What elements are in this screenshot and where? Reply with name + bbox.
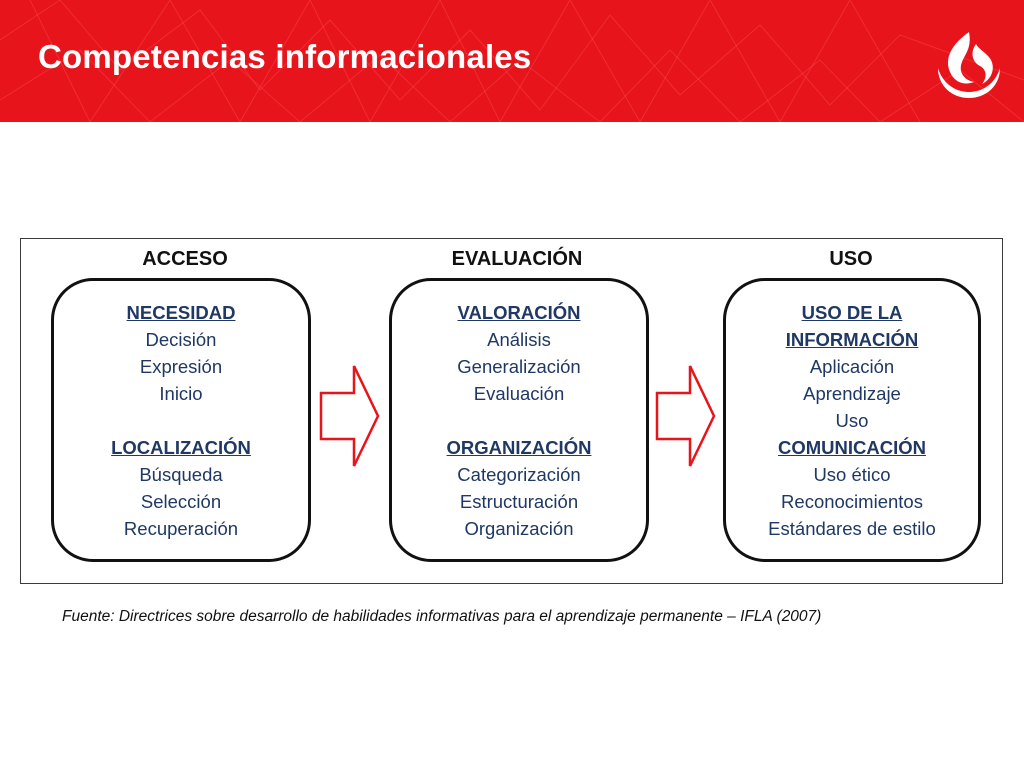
right-arrow-icon (318, 363, 382, 469)
list-item: Selección (140, 491, 222, 512)
header-banner (0, 0, 1024, 122)
list-item: Organización (464, 518, 574, 539)
list-item: Reconocimientos (781, 491, 923, 512)
list-item: Aprendizaje (803, 383, 901, 404)
list-item: Aplicación (809, 356, 895, 377)
acceso-box (51, 278, 311, 562)
uso-box (723, 278, 981, 562)
right-arrow-icon (654, 363, 718, 469)
list-item: Decisión (145, 329, 217, 350)
list-item: Búsqueda (139, 464, 223, 485)
column-heading-evaluacion: EVALUACIÓN (451, 248, 583, 270)
group-title-necesidad: NECESIDAD (126, 302, 236, 323)
list-item: Generalización (457, 356, 581, 377)
group-title-uso-de-la-informacion: USO DE LA INFORMACIÓN (785, 302, 919, 350)
flame-logo-icon (930, 22, 1008, 102)
group-title-comunicacion: COMUNICACIÓN (778, 437, 926, 458)
list-item: Análisis (487, 329, 551, 350)
list-item: Uso (835, 410, 869, 431)
column-heading-acceso: ACCESO (142, 248, 228, 270)
source-citation: Fuente: Directrices sobre desarrollo de habilidades informativas para el aprendizaje permanente – IFLA (2007) (62, 608, 822, 625)
column-heading-uso: USO (829, 248, 873, 270)
evaluacion-box (389, 278, 649, 562)
group-title-organizacion: ORGANIZACIÓN (446, 437, 592, 458)
list-item: Categorización (457, 464, 581, 485)
list-item: Inicio (159, 383, 203, 404)
page-title: Competencias informacionales (38, 38, 532, 75)
list-item: Estructuración (459, 491, 579, 512)
list-item: Uso ético (813, 464, 891, 485)
group-title-localizacion: LOCALIZACIÓN (111, 437, 251, 458)
list-item: Evaluación (473, 383, 565, 404)
list-item: Estándares de estilo (768, 518, 936, 539)
group-title-valoracion: VALORACIÓN (457, 302, 581, 323)
list-item: Expresión (139, 356, 223, 377)
list-item: Recuperación (123, 518, 239, 539)
